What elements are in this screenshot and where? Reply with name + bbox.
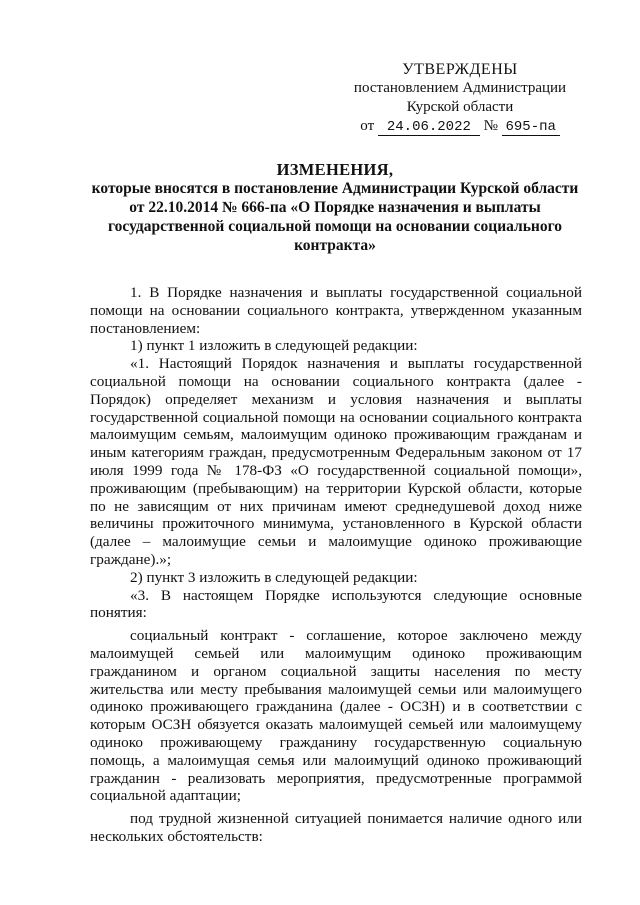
title-main: ИЗМЕНЕНИЯ, (276, 160, 394, 179)
approval-number: 695-па (502, 119, 560, 136)
title-line-3: государственной социальной помощи на основании социального (108, 218, 562, 235)
paragraph-6: социальный контракт - соглашение, которое заключено между малоимущей семьей или малоимущим одиноко проживающим гражданином и органом социальной защиты населения по месту жительства или месту пребывания малоимущей семьи или малоимущего одиноко проживающего гражданина (далее - ОСЗН) и в соответствии с которым ОСЗН обязуется оказать малоимущей семьей или малоимущему одиноко проживающему гражданину государственную социальную помощь, а малоимущая семья или малоимущий одиноко проживающий гражданин - реализовать мероприятия, предусмотренные программой социальной адаптации; (90, 627, 582, 805)
approval-heading: УТВЕРЖДЕНЫ (402, 61, 518, 78)
title-line-4: контракта» (294, 237, 376, 254)
paragraph-4: 2) пункт 3 изложить в следующей редакции: (130, 568, 418, 586)
approval-date-line (340, 117, 580, 136)
from-label: от (360, 118, 375, 134)
approval-date: 24.06.2022 (378, 119, 480, 136)
paragraph-5: «3. В настоящем Порядке используются следующие основные понятия: (90, 586, 582, 622)
paragraph-7: под трудной жизненной ситуацией понимается наличие одного или нескольких обстоятельств: (90, 810, 582, 845)
approval-block (340, 60, 580, 136)
approval-line-1: постановлением Администрации (353, 80, 567, 96)
title-line-1: которые вносятся в постановление Администрации Курской области (91, 180, 579, 197)
paragraph-1: 1. В Порядке назначения и выплаты государственной социальной помощи на основании социального контракта, утвержденном указанным постановлением: (90, 284, 582, 337)
paragraph-2: 1) пункт 1 изложить в следующей редакции: (130, 337, 418, 355)
paragraph-3: «1. Настоящий Порядок назначения и выплаты государственной социальной помощи на основании социального контракта (далее - Порядок) определяет механизм и условия назначения и выплаты государственной социальной помощи на основании социального контракта малоимущим семьям, малоимущим одиноко проживающим гражданам и иным категориям граждан, предусмотренным Федеральным законом от 17 июля 1999 года № 178-ФЗ «О государственной социальной помощи», проживающим (пребывающим) на территории Курской области, которые по не зависящим от них причинам имеют среднедушевой доход ниже величины прожиточного минимума, установленного в Курской области (далее – малоимущие семьи и малоимущие одиноко проживающие граждане).»; (90, 355, 582, 568)
title-line-2: от 22.10.2014 № 666-па «О Порядке назначения и выплаты (129, 199, 541, 216)
document-body (90, 284, 582, 846)
document-title (80, 160, 590, 255)
approval-line-2: Курской области (406, 99, 514, 115)
number-label: № (483, 118, 498, 134)
